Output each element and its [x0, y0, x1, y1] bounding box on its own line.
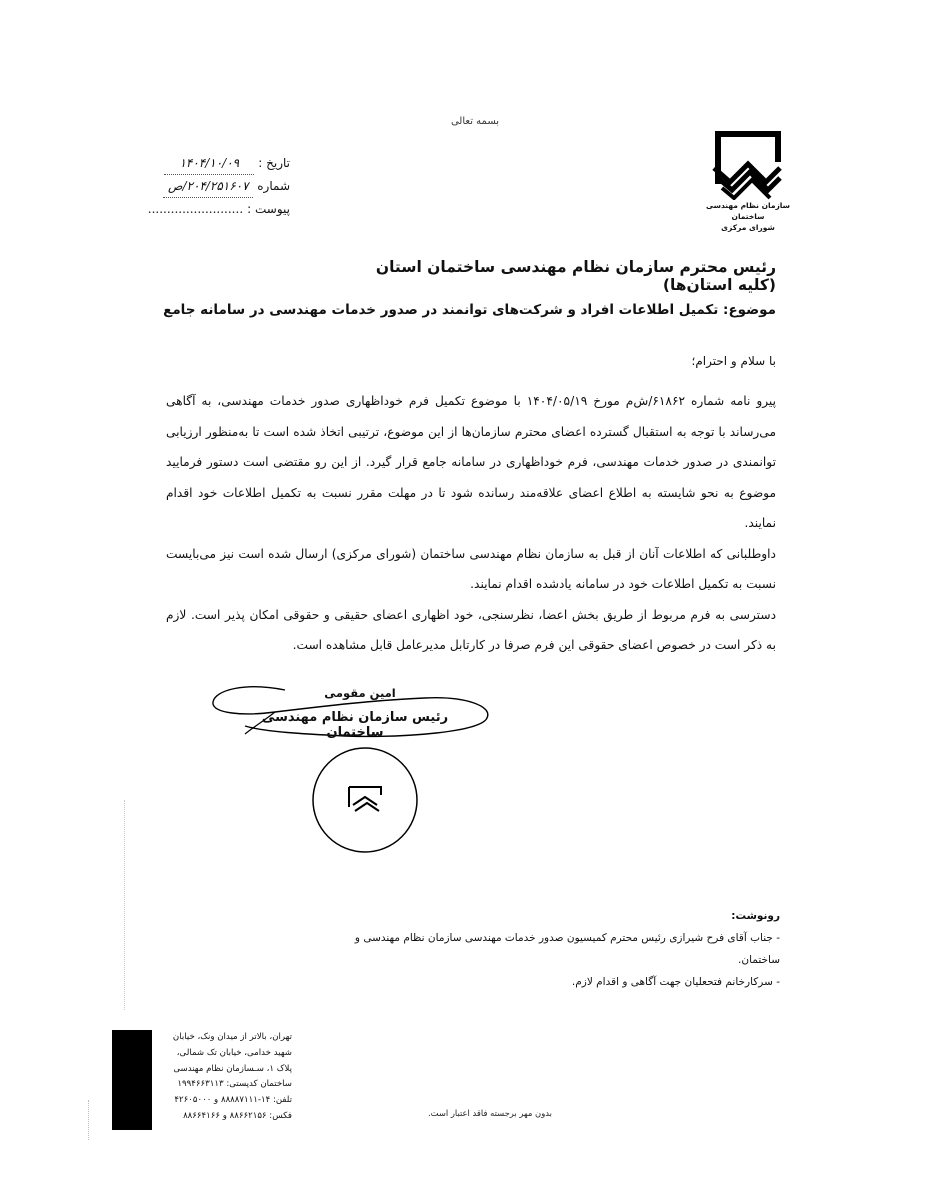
body-paragraph: داوطلبانی که اطلاعات آنان از قبل به سازمان نظام مهندسی ساختمان (شورای مرکزی) ارسال شده است نیز می‌بایست نسبت به تکمیل اطلاعات خود در سامانه یادشده اقدام نمایند. [166, 546, 776, 591]
signatory-title: رئیس سازمان نظام مهندسی ساختمان [261, 710, 449, 740]
letter-meta [130, 152, 290, 220]
letter-body [166, 386, 776, 661]
carbon-copy-section [310, 905, 780, 993]
subject-label: موضوع: [723, 302, 776, 318]
address-line: پلاک ۱، سـسازمان نظام مهندسی [173, 1063, 292, 1074]
signatory-name: امین مقومی [324, 686, 396, 700]
subject-line [163, 302, 776, 318]
greeting: با سلام و احترام؛ [691, 354, 776, 368]
logo-council-name: شورای مرکزی [721, 223, 775, 232]
address-line: شهید خدامی، خیابان تک شمالی، [176, 1047, 292, 1058]
logo-org-name: سازمان نظام مهندسی ساختمان [706, 201, 790, 221]
number-value: ۲۰۴/۲۵۱۶۰۷/ص [163, 175, 253, 198]
number-row [130, 175, 290, 198]
bismillah-heading: بسمه تعالی [450, 116, 500, 127]
address-line: تهران، بالاتر از میدان ونک، خیابان [172, 1032, 292, 1042]
redaction-block [112, 1030, 152, 1130]
attachment-row [130, 198, 290, 220]
recipient-heading: رئیس محترم سازمان نظام مهندسی ساختمان استان (کلیه استان‌ها) [375, 258, 776, 294]
body-paragraph: پیرو نامه شماره ۶۱۸۶۲/ش‌م مورخ ۱۴۰۴/۰۵/۱۹ با موضوع تکمیل فرم خوداظهاری صدور خدمات مهندسی، به آگاهی می‌رساند با توجه به استقبال گسترده اعضای محترم سازمان‌ها از این موضوع، ترتیبی اتخاذ شده است تا به‌منظور ارزیابی توانمندی در صدور خدمات مهندسی، فرم خوداظهاری در سامانه جامع قرار گیرد. از این رو مقتضی است دستور فرمایید موضوع به نحو شایسته به اطلاع اعضای علاقه‌مند رسانده شود تا در مهلت مقرر نسبت به تکمیل اطلاعات خود اقدام نمایند. [166, 394, 776, 530]
number-label: شماره [257, 179, 290, 193]
address-line: تلفن: ۱۴-۸۸۸۸۷۱۱۱ و ۴۲۶۰۵۰۰۰ [174, 1095, 292, 1106]
organization-logo [700, 128, 796, 233]
address-line: فکس: ۸۸۶۶۲۱۵۶ و ۸۸۶۶۴۱۶۶ [183, 1110, 292, 1121]
date-label: تاریخ : [258, 156, 290, 170]
edge-scan-mark [88, 1100, 91, 1140]
address-line: ساختمان کدپستی: ۱۹۹۴۶۶۳۱۱۳ [177, 1079, 292, 1090]
building-logo-icon [708, 128, 788, 200]
cc-item: - جناب آقای فرح شیرازی رئیس محترم کمیسیون صدور خدمات مهندسی سازمان نظام مهندسی و ساختمان. [354, 932, 780, 966]
cc-title: رونوشت: [731, 910, 780, 922]
date-row [130, 152, 290, 175]
cc-item: - سرکارخانم فتحعلیان جهت آگاهی و اقدام لازم. [571, 976, 780, 988]
attachment-label: پیوست : [247, 202, 290, 216]
margin-scan-marks [124, 800, 137, 1010]
attachment-value: ......................... [147, 202, 244, 216]
subject-text: تکمیل اطلاعات افراد و شرکت‌های توانمند در صدور خدمات مهندسی در سامانه جامع [163, 302, 719, 318]
date-value: ۱۴۰۴/۱۰/۰۹ [164, 152, 254, 175]
footer-validity-note: بدون مهر برجسته فاقد اعتبار است. [428, 1108, 552, 1118]
organization-address [156, 1030, 292, 1125]
body-paragraph: دسترسی به فرم مربوط از طریق بخش اعضا، نظرسنجی، خود اظهاری اعضای حقیقی و حقوقی امکان پذیر است. لازم به ذکر است در خصوص اعضای حقوقی این فرم صرفا در کارتابل مدیرعامل قابل مشاهده است. [166, 607, 776, 652]
official-seal-stamp [303, 745, 427, 855]
